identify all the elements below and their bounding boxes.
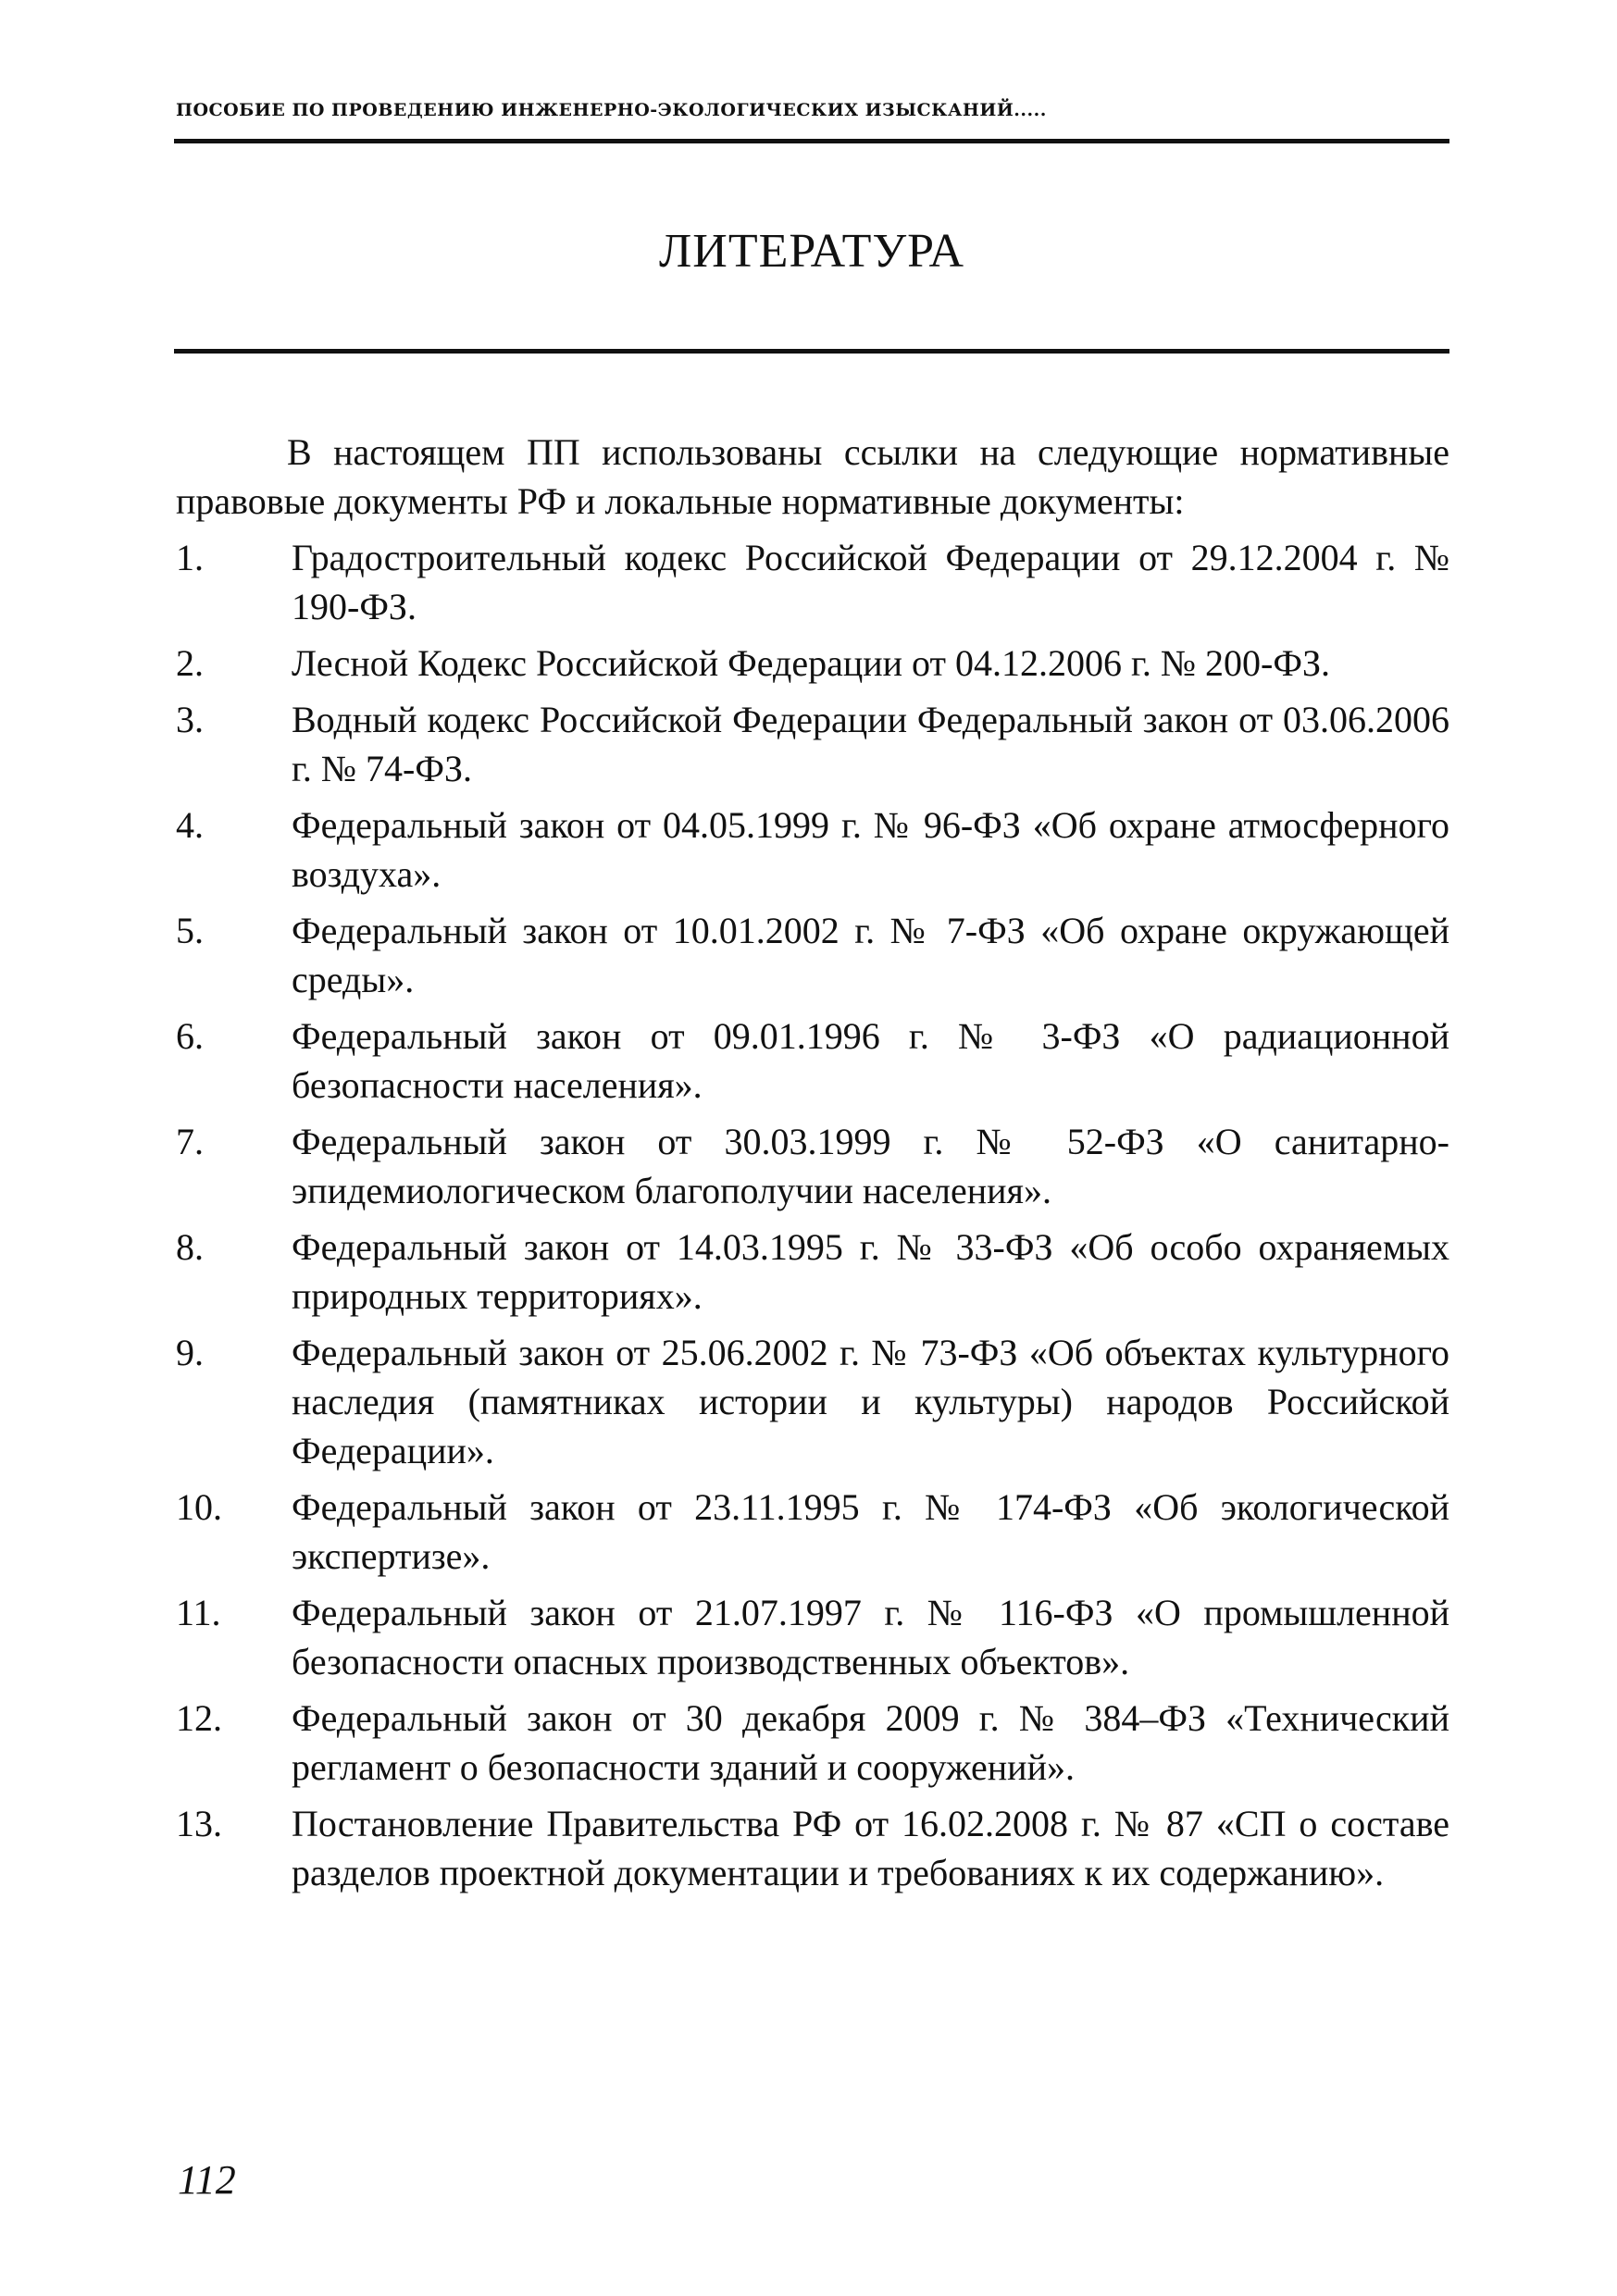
reference-number: 3.: [176, 699, 204, 740]
reference-text: Федеральный закон от 04.05.1999 г. № 96-ФЗ «Об охране атмосферного воздуха».: [292, 804, 1449, 895]
reference-text: Водный кодекс Российской Федерации Федеральный закон от 03.06.2006 г. № 74-ФЗ.: [292, 699, 1449, 789]
reference-text: Федеральный закон от 14.03.1995 г. № 33-ФЗ «Об особо охраняемых природных территориях».: [292, 1226, 1449, 1317]
reference-number: 8.: [176, 1226, 204, 1268]
document-body: [176, 428, 1449, 1905]
reference-item: [176, 1588, 1449, 1686]
reference-number: 10.: [176, 1486, 222, 1528]
reference-number: 2.: [176, 642, 204, 684]
reference-item: [176, 639, 1449, 688]
reference-item: [176, 1694, 1449, 1792]
reference-item: [176, 906, 1449, 1004]
page-title: ЛИТЕРАТУРА: [659, 225, 964, 278]
reference-text: Федеральный закон от 09.01.1996 г. № 3-ФЗ «О радиационной безопасности населения».: [292, 1015, 1449, 1106]
reference-text: Федеральный закон от 30.03.1999 г. № 52-ФЗ «О санитарно-эпидемиологическом благополучии населения».: [292, 1121, 1449, 1211]
reference-number: 11.: [176, 1592, 221, 1633]
reference-text: Градостроительный кодекс Российской Федерации от 29.12.2004 г. № 190-ФЗ.: [292, 537, 1449, 627]
reference-text: Федеральный закон от 23.11.1995 г. № 174-ФЗ «Об экологической экспертизе».: [292, 1486, 1449, 1577]
reference-item: [176, 1117, 1449, 1215]
reference-item: [176, 1328, 1449, 1475]
reference-text: Федеральный закон от 25.06.2002 г. № 73-ФЗ «Об объектах культурного наследия (памятниках истории и культуры) народов Российской Федерации».: [292, 1332, 1449, 1471]
title-divider: [174, 349, 1449, 354]
running-header: ПОСОБИЕ ПО ПРОВЕДЕНИЮ ИНЖЕНЕРНО-ЭКОЛОГИЧЕСКИХ ИЗЫСКАНИЙ.....: [176, 100, 1047, 120]
reference-text: Федеральный закон от 30 декабря 2009 г. № 384–ФЗ «Технический регламент о безопасности зданий и сооружений».: [292, 1697, 1449, 1788]
reference-number: 6.: [176, 1015, 204, 1057]
reference-number: 1.: [176, 537, 204, 578]
reference-text: Лесной Кодекс Российской Федерации от 04.12.2006 г. № 200-ФЗ.: [292, 642, 1331, 684]
reference-number: 4.: [176, 804, 204, 846]
reference-item: [176, 533, 1449, 631]
reference-item: [176, 1483, 1449, 1581]
reference-list: [176, 533, 1449, 1897]
reference-item: [176, 695, 1449, 793]
intro-paragraph: В настоящем ПП использованы ссылки на следующие нормативные правовые документы РФ и локальные нормативные документы:: [176, 431, 1449, 522]
reference-item: [176, 1799, 1449, 1897]
reference-text: Федеральный закон от 10.01.2002 г. № 7-ФЗ «Об охране окружающей среды».: [292, 910, 1449, 1000]
reference-item: [176, 800, 1449, 899]
reference-text: Постановление Правительства РФ от 16.02.2008 г. № 87 «СП о составе разделов проектной документации и требованиях к их содержанию».: [292, 1803, 1449, 1893]
reference-text: Федеральный закон от 21.07.1997 г. № 116-ФЗ «О промышленной безопасности опасных производственных объектов».: [292, 1592, 1449, 1682]
reference-item: [176, 1222, 1449, 1321]
reference-number: 12.: [176, 1697, 222, 1739]
reference-item: [176, 1011, 1449, 1110]
reference-number: 13.: [176, 1803, 222, 1844]
header-divider: [174, 139, 1449, 143]
reference-number: 7.: [176, 1121, 204, 1162]
reference-number: 9.: [176, 1332, 204, 1373]
page-number: 112: [178, 2157, 236, 2203]
reference-number: 5.: [176, 910, 204, 951]
